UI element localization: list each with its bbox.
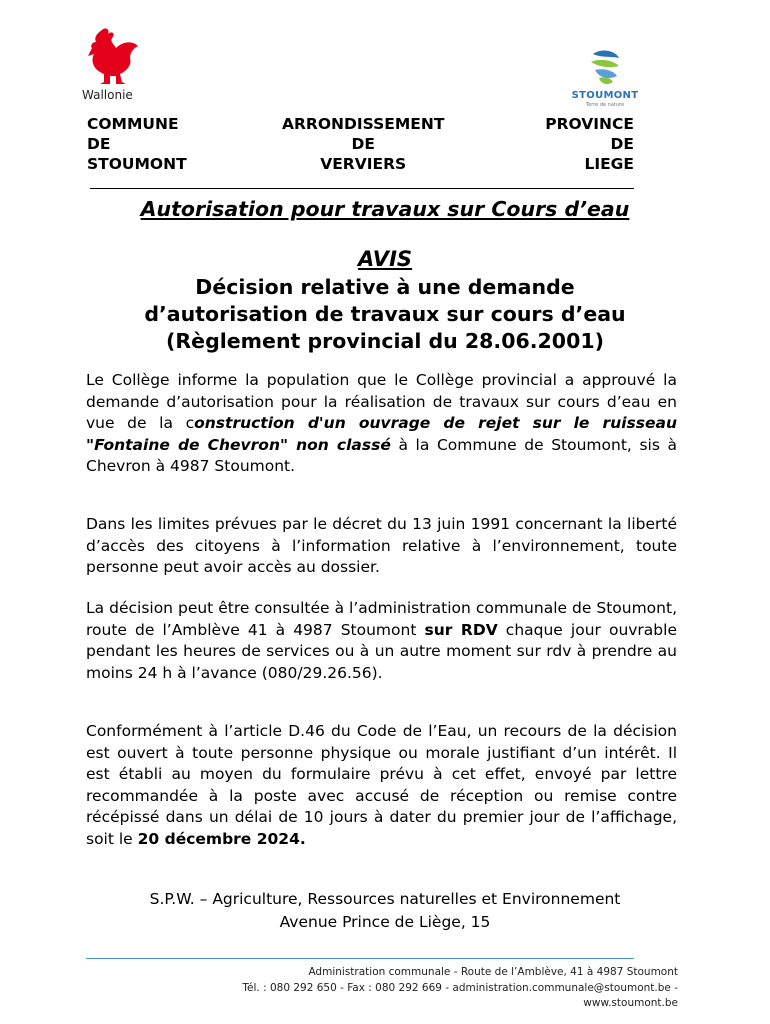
decision-line: d’autorisation de travaux sur cours d’eau (144, 302, 626, 326)
stoumont-emblem-icon (585, 46, 625, 86)
header-arrondissement (282, 114, 444, 174)
paragraph-text: Le Collège informe la population que le Collège provincial a approuvé la demande d’autorisation pour la réalisation de travaux sur cours d’eau en vue de la c (86, 371, 677, 433)
header-province (545, 114, 634, 174)
header-text: DE (351, 135, 375, 153)
header-divider (90, 188, 634, 189)
header-text: COMMUNE (87, 115, 179, 133)
footer-divider (86, 958, 634, 959)
header-commune (87, 114, 187, 174)
paragraph-appeal (86, 721, 677, 851)
wallonie-logo (80, 26, 150, 102)
paragraph-text: chaque jour ouvrable pendant les heures de services ou à un autre moment sur rdv à prendre au moins 24 h à l’avance (080/29.26.56). (86, 620, 677, 682)
footer-line: www.stoumont.be (583, 997, 678, 1009)
footer-line: Tél. : 080 292 650 - Fax : 080 292 669 - administration.communale@stoumont.be - (242, 981, 678, 994)
stoumont-logo (570, 46, 640, 108)
header-text: PROVINCE (545, 115, 634, 133)
footer-line: Administration communale - Route de l’Amblève, 41 à 4987 Stoumont (308, 966, 678, 978)
page-footer (242, 965, 678, 1012)
header-text: DE (87, 135, 111, 153)
document-subject: Autorisation pour travaux sur Cours d’eau (140, 197, 630, 221)
header-text: ARRONDISSEMENT (282, 115, 445, 133)
header-text: LIEGE (584, 155, 634, 173)
spw-address (0, 888, 770, 934)
paragraph-access (86, 514, 677, 579)
paragraph-approval (86, 370, 677, 478)
paragraph-text: Dans les limites prévues par le décret du 13 juin 1991 concernant la liberté d’accès des citoyens à l’information relative à l’environnement, toute personne peut avoir accès au dossier. (86, 515, 677, 577)
document-header (87, 114, 634, 174)
spw-line: S.P.W. – Agriculture, Ressources naturelles et Environnement (149, 890, 621, 908)
avis-title: AVIS (357, 247, 413, 271)
stoumont-tagline: Terre de nature (585, 102, 625, 108)
paragraph-emphasis: sur RDV (424, 620, 498, 639)
paragraph-emphasis: 20 décembre 2024. (137, 829, 306, 848)
header-text: DE (610, 135, 634, 153)
decision-line: Décision relative à une demande (195, 275, 575, 299)
paragraph-text: Conformément à l’article D.46 du Code de l’Eau, un recours de la décision est ouvert à toute personne physique ou morale justifiant d’un intérêt. Il est établi au moyen du formulaire prévu à cet effet, envoyé par lettre recommandée à la poste avec accusé de réception ou remise contre récépissé dans un délai de 10 jours à dater du premier jour de l’affichage, soit le (86, 722, 677, 848)
decision-line: (Règlement provincial du 28.06.2001) (166, 329, 604, 353)
paragraph-text: La décision peut être consultée à l’administration communale de Stoumont, route de l’Amblève 41 à 4987 Stoumont (86, 599, 677, 639)
decision-title (0, 274, 770, 355)
paragraph-consultation (86, 598, 677, 684)
spw-line: Avenue Prince de Liège, 15 (279, 913, 491, 931)
paragraph-text: à la Commune de Stoumont, sis à Chevron à 4987 Stoumont. (86, 435, 677, 476)
header-text: VERVIERS (320, 155, 407, 173)
stoumont-label: STOUMONT (571, 90, 639, 101)
header-text: STOUMONT (87, 155, 187, 173)
rooster-icon (80, 26, 142, 88)
paragraph-emphasis: onstruction d'un ouvrage de rejet sur le ruisseau "Fontaine de Chevron" non classé (86, 414, 677, 454)
wallonie-label: Wallonie (82, 88, 133, 102)
